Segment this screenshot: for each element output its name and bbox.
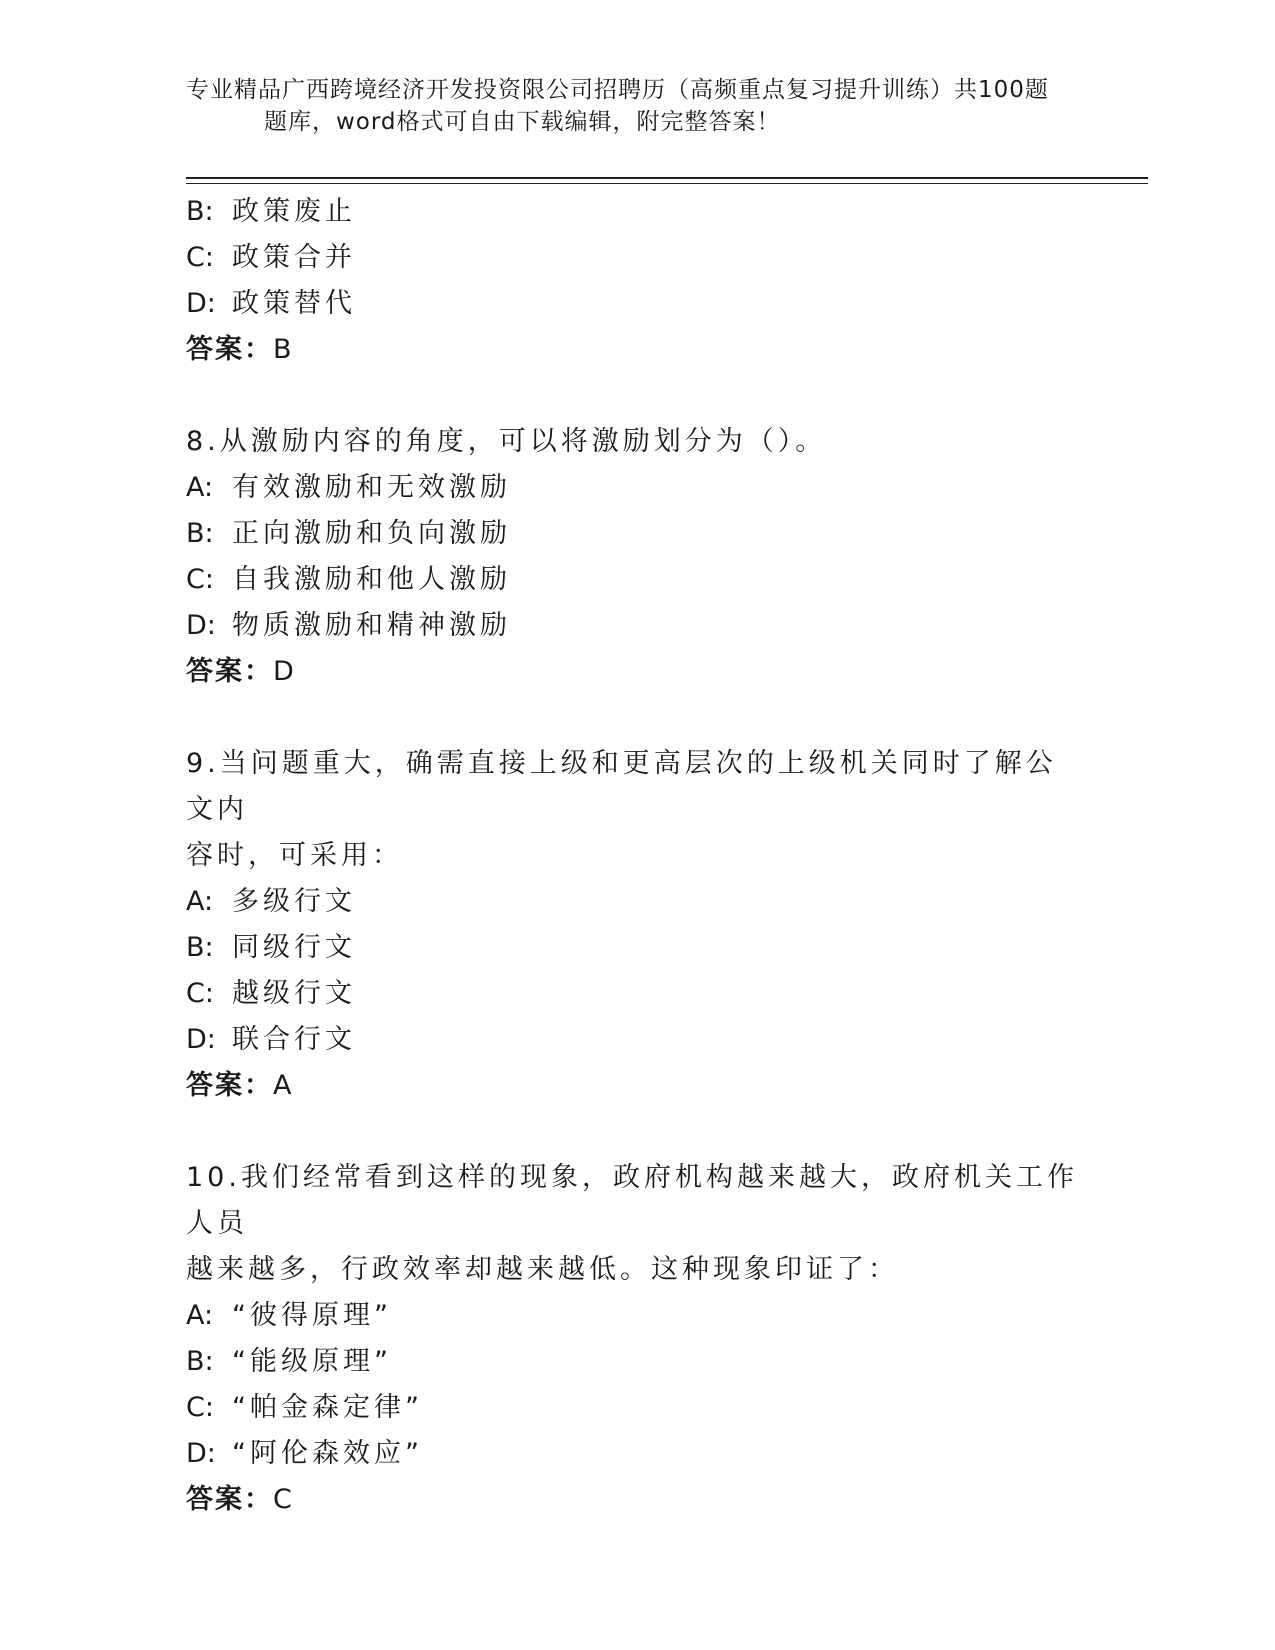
spacer xyxy=(186,373,1086,419)
question-list xyxy=(186,189,1086,1523)
answer-value: C xyxy=(273,1484,294,1515)
option-d xyxy=(186,1431,1086,1477)
question-stem-line2: 容时，可采用： xyxy=(186,840,403,871)
option-label: C: xyxy=(186,242,214,273)
question-stem: 8.从激励内容的角度，可以将激励划分为（）。 xyxy=(186,426,827,457)
option-text: 政策废止 xyxy=(232,196,356,227)
answer-line xyxy=(186,1477,1086,1523)
option-d xyxy=(186,603,1086,649)
option-text: 政策合并 xyxy=(232,242,356,273)
spacer xyxy=(186,695,1086,741)
option-label: C: xyxy=(186,978,214,1009)
option-c xyxy=(186,971,1086,1017)
option-text: 自我激励和他人激励 xyxy=(232,564,511,595)
answer-label: 答案： xyxy=(186,1484,273,1515)
option-label: D: xyxy=(186,1438,216,1469)
question-9 xyxy=(186,741,1086,1109)
option-text: “能级原理” xyxy=(232,1346,392,1377)
option-text: 有效激励和无效激励 xyxy=(232,472,511,503)
option-label: D: xyxy=(186,1024,216,1055)
answer-line xyxy=(186,649,1086,695)
option-a xyxy=(186,1293,1086,1339)
option-text: 多级行文 xyxy=(232,886,356,917)
spacer xyxy=(186,1109,1086,1155)
option-label: C: xyxy=(186,1392,214,1423)
answer-value: A xyxy=(273,1070,294,1101)
header-title-line2: 题库，word格式可自由下载编辑，附完整答案！ xyxy=(264,109,781,135)
option-d xyxy=(186,281,1086,327)
option-label: B: xyxy=(186,518,214,549)
option-a xyxy=(186,879,1086,925)
option-c xyxy=(186,557,1086,603)
option-text: “彼得原理” xyxy=(232,1300,392,1331)
answer-label: 答案： xyxy=(186,334,273,365)
option-label: D: xyxy=(186,610,216,641)
question-stem-line1: 9.当问题重大，确需直接上级和更高层次的上级机关同时了解公文内 xyxy=(186,748,1057,825)
option-b xyxy=(186,925,1086,971)
option-label: A: xyxy=(186,886,214,917)
option-label: B: xyxy=(186,196,214,227)
option-text: 联合行文 xyxy=(232,1024,356,1055)
answer-label: 答案： xyxy=(186,656,273,687)
option-label: B: xyxy=(186,932,214,963)
answer-label: 答案： xyxy=(186,1070,273,1101)
header-divider-thin xyxy=(186,183,1148,184)
answer-line xyxy=(186,1063,1086,1109)
option-text: 越级行文 xyxy=(232,978,356,1009)
header-divider-thick xyxy=(186,177,1148,179)
option-a xyxy=(186,465,1086,511)
option-text: 政策替代 xyxy=(232,288,356,319)
option-label: A: xyxy=(186,472,214,503)
question-10 xyxy=(186,1155,1086,1523)
option-c xyxy=(186,235,1086,281)
option-d xyxy=(186,1017,1086,1063)
option-text: 同级行文 xyxy=(232,932,356,963)
option-label: A: xyxy=(186,1300,214,1331)
option-label: D: xyxy=(186,288,216,319)
question-stem-line1: 10.我们经常看到这样的现象，政府机构越来越大，政府机关工作人员 xyxy=(186,1162,1078,1239)
header-title-line1: 专业精品广西跨境经济开发投资限公司招聘历（高频重点复习提升训练）共100题 xyxy=(186,77,1049,103)
answer-value: B xyxy=(273,334,294,365)
option-c xyxy=(186,1385,1086,1431)
option-text: “阿伦森效应” xyxy=(232,1438,423,1469)
option-text: 正向激励和负向激励 xyxy=(232,518,511,549)
option-b xyxy=(186,189,1086,235)
answer-value: D xyxy=(273,656,296,687)
option-b xyxy=(186,1339,1086,1385)
option-label: C: xyxy=(186,564,214,595)
document-header xyxy=(186,74,1086,138)
question-stem-line2: 越来越多，行政效率却越来越低。这种现象印证了： xyxy=(186,1254,899,1285)
option-label: B: xyxy=(186,1346,214,1377)
question-8 xyxy=(186,419,1086,695)
option-b xyxy=(186,511,1086,557)
answer-line xyxy=(186,327,1086,373)
question-prev xyxy=(186,189,1086,373)
option-text: “帕金森定律” xyxy=(232,1392,423,1423)
option-text: 物质激励和精神激励 xyxy=(232,610,511,641)
